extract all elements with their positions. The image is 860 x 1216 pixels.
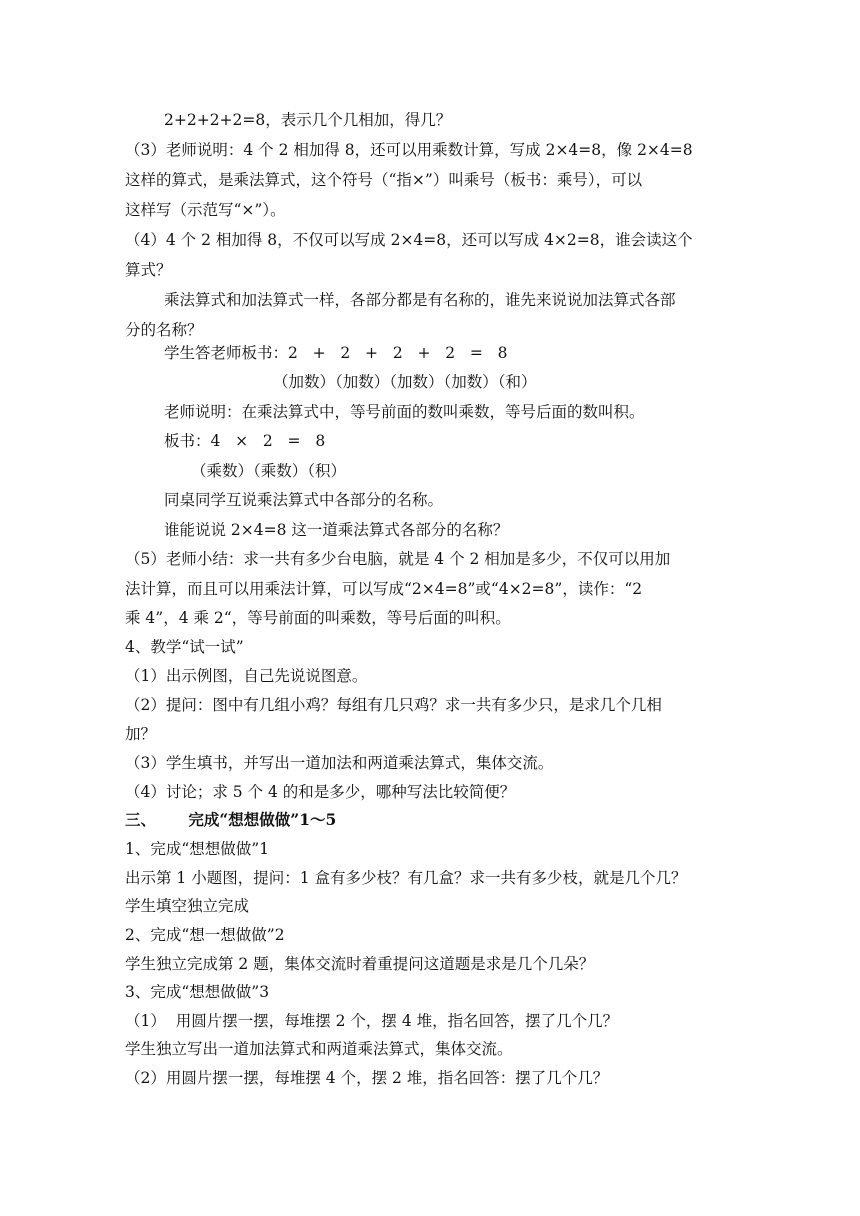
text-line: 这样的算式，是乘法算式，这个符号（“指×”）叫乘号（板书：乘号），可以 <box>125 171 643 189</box>
text-line: 这样写（示范写“×”）。 <box>125 201 286 219</box>
text-line: 乘 4”，4 乘 2“，等号前面的叫乘数，等号后面的叫积。 <box>125 609 511 627</box>
text-line: 法计算，而且可以用乘法计算，可以写成“2×4=8”或“4×2=8”，读作：“2 <box>125 580 643 598</box>
text-line: 2+2+2+2=8，表示几个几相加，得几？ <box>164 111 452 129</box>
text-line: （3）学生填书，并写出一道加法和两道乘法算式，集体交流。 <box>125 754 554 772</box>
text-line: 学生答老师板书：2 + 2 + 2 + 2 = 8 <box>164 344 508 362</box>
text-line: 老师说明：在乘法算式中，等号前面的数叫乘数，等号后面的数叫积。 <box>164 403 645 421</box>
text-line: （4）讨论；求 5 个 4 的和是多少，哪种写法比较简便？ <box>125 783 516 801</box>
text-line: 4、教学“试一试” <box>125 638 244 656</box>
text-line: 学生独立写出一道加法算式和两道乘法算式，集体交流。 <box>125 1040 513 1058</box>
text-line: （4）4 个 2 相加得 8，不仅可以写成 2×4=8，还可以写成 4×2=8，谁会读这个 <box>125 231 693 249</box>
text-line: 乘法算式和加法算式一样，各部分都是有名称的，谁先来说说加法算式各部 <box>164 291 676 309</box>
section-heading: 三、 完成“想想做做”1～5 <box>125 810 337 829</box>
text-line: （乘数）（乘数）（积） <box>191 462 347 480</box>
text-line: （5）老师小结：求一共有多少台电脑，就是 4 个 2 相加是多少，不仅可以用加 <box>125 550 671 568</box>
text-line: 1、完成“想想做做”1 <box>125 840 270 858</box>
text-line: 2、完成“想一想做做”2 <box>125 926 285 944</box>
text-line: 算式？ <box>125 261 172 279</box>
text-line: 出示第 1 小题图，提问：1 盒有多少枝？有几盒？求一共有多少枝，就是几个几？ <box>125 869 687 887</box>
text-line: 板书：4 × 2 = 8 <box>164 432 326 450</box>
text-line: （1） 用圆片摆一摆，每堆摆 2 个，摆 4 堆，指名回答，摆了几个几？ <box>125 1012 619 1030</box>
text-line: 谁能说说 2×4=8 这一道乘法算式各部分的名称？ <box>164 521 509 539</box>
text-line: 学生独立完成第 2 题，集体交流时着重提问这道题是求是几个几朵？ <box>125 955 595 973</box>
text-line: （3）老师说明：4 个 2 相加得 8，还可以用乘数计算，写成 2×4=8，像 2×4=8 <box>125 141 693 159</box>
text-line: 同桌同学互说乘法算式中各部分的名称。 <box>164 491 444 509</box>
text-line: 学生填空独立完成 <box>125 897 250 915</box>
text-line: （2）提问：图中有几组小鸡？每组有几只鸡？求一共有多少只，是求几个几相 <box>125 696 662 714</box>
text-line: 加？ <box>125 725 157 743</box>
text-line: （2）用圆片摆一摆，每堆摆 4 个，摆 2 堆，指名回答：摆了几个几？ <box>125 1069 609 1087</box>
text-line: （加数）（加数）（加数）（加数）（和） <box>273 373 537 391</box>
text-line: 3、完成“想想做做”3 <box>125 983 270 1001</box>
text-line: 分的名称？ <box>125 321 203 339</box>
text-line: （1）出示例图，自己先说说图意。 <box>125 667 368 685</box>
